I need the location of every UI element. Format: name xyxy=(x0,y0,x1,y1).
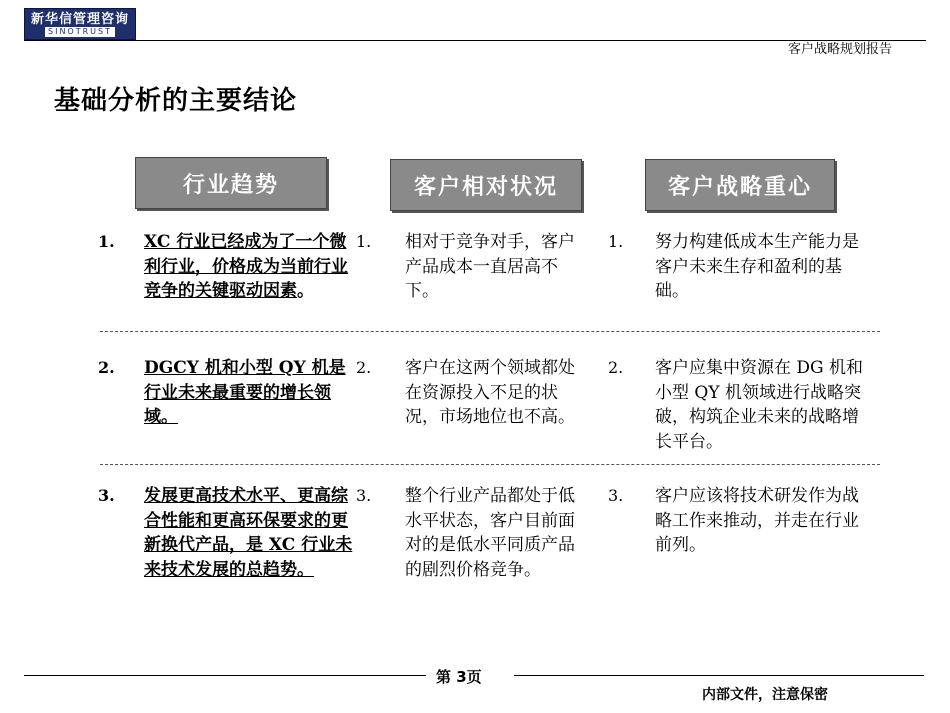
row1-trend-underlined: XC 行业已经成为了一个微利行业，价格成为当前行业竞争的关键驱动因素 xyxy=(144,232,348,301)
footer-divider-left xyxy=(24,675,426,676)
page-number: 第 3页 xyxy=(436,668,482,686)
row1-strategy-text: 努力构建低成本生产能力是客户未来生存和盈利的基础。 xyxy=(655,232,859,301)
column-header-client-status: 客户相对状况 xyxy=(390,159,582,211)
confidential-notice: 内部文件，注意保密 xyxy=(702,687,828,703)
row1-trend-tail: 。 xyxy=(297,281,314,301)
row3-status-text: 整个行业产品都处于低水平状态，客户目前面对的是低水平同质产品的剧烈价格竞争。 xyxy=(405,486,575,580)
row-divider xyxy=(100,331,880,332)
row2-trend-text xyxy=(144,356,356,430)
row2-trend-underlined: DGCY 机和小型 QY 机是行业未来最重要的增长领域。 xyxy=(144,358,346,427)
row1-status-number: 1. xyxy=(356,232,372,251)
row1-trend-text xyxy=(144,230,356,304)
footer-divider-right xyxy=(514,675,924,676)
row3-trend-underlined: 发展更高技术水平、更高综合性能和更高环保要求的更新换代产品，是 XC 行业未来技术发展的总趋势。 xyxy=(144,486,353,580)
report-title: 客户战略规划报告 xyxy=(787,42,892,57)
column-header-client-strategy: 客户战略重心 xyxy=(645,159,835,211)
logo-cn-text: 新华信管理咨询 xyxy=(30,11,129,27)
row2-status-number: 2. xyxy=(356,358,372,377)
row1-trend-number: 1. xyxy=(98,232,115,251)
row3-strategy-number: 3. xyxy=(608,486,624,505)
column-header-industry-trend: 行业趋势 xyxy=(135,157,327,209)
row3-strategy-text: 客户应该将技术研发作为战略工作来推动，并走在行业前列。 xyxy=(655,486,859,555)
row3-status-number: 3. xyxy=(356,486,372,505)
row1-status-text: 相对于竞争对手，客户产品成本一直居高不下。 xyxy=(405,232,575,301)
row-divider xyxy=(100,464,880,465)
company-logo xyxy=(24,8,136,40)
row3-trend-number: 3. xyxy=(98,486,115,505)
row1-strategy-number: 1. xyxy=(608,232,624,251)
row2-strategy-text: 客户应集中资源在 DG 机和小型 QY 机领域进行战略突破，构筑企业未来的战略增长平台。 xyxy=(655,358,864,452)
row2-trend-number: 2. xyxy=(98,358,115,377)
logo-en-text: SINOTRUST xyxy=(45,27,115,37)
row2-strategy-number: 2. xyxy=(608,358,624,377)
row3-trend-text xyxy=(144,484,356,582)
row2-status-text: 客户在这两个领域都处在资源投入不足的状况，市场地位也不高。 xyxy=(405,358,575,427)
page-title: 基础分析的主要结论 xyxy=(54,86,298,116)
